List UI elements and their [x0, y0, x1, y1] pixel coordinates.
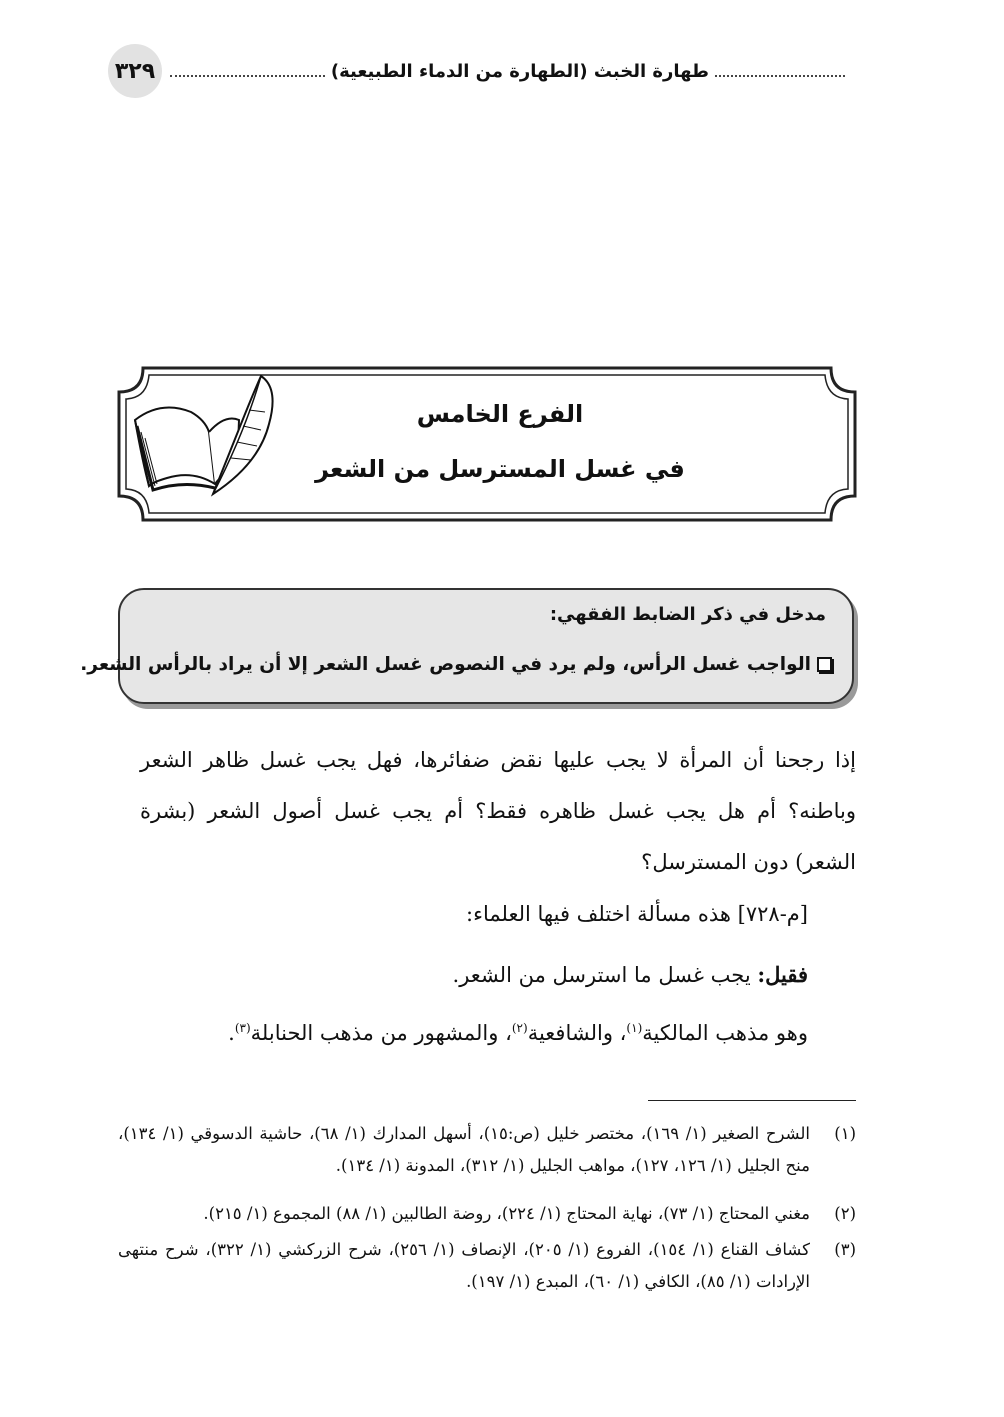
schools-text-end: . [228, 1021, 235, 1045]
issue-line: [م-٧٢٨] هذه مسألة اختلف فيها العلماء: [466, 902, 808, 926]
page-number: ٣٢٩ [108, 44, 162, 98]
footnote-separator [648, 1100, 856, 1101]
footnote-ref-2[interactable]: (٢) [511, 1021, 528, 1035]
footnote-ref-1[interactable]: (١) [626, 1021, 643, 1035]
running-title: طهارة الخبث (الطهارة من الدماء الطبيعية) [330, 60, 709, 82]
rule-heading: مدخل في ذكر الضابط الفقهي: [549, 604, 826, 625]
branch-title: الفرع الخامس [416, 400, 584, 428]
footnote-number: (١) [834, 1124, 856, 1143]
schools-text-2: ، والشافعية [527, 1021, 627, 1045]
running-header [170, 56, 845, 86]
footnote [118, 1234, 856, 1298]
rule-statement-text: الواجب غسل الرأس، ولم يرد في النصوص غسل الشعر إلا أن يراد بالرأس الشعر. [80, 654, 811, 675]
branch-subtitle: في غسل المسترسل من الشعر [315, 455, 685, 483]
schools-line [228, 1021, 808, 1045]
jurisprudential-rule-box [80, 588, 854, 704]
opinion-line [453, 962, 808, 987]
footnote-text: مغني المحتاج (١/ ٧٣)، نهاية المحتاج (١/ ٢٢٤)، روضة الطالبين (١/ ٨٨) المجموع (١/ ٢١٥). [203, 1204, 810, 1223]
branch-title-frame [113, 362, 861, 526]
footnote-number: (٢) [834, 1204, 856, 1223]
rule-statement [80, 654, 832, 675]
footnote [118, 1118, 856, 1182]
opinion-label: فقيل: [757, 962, 808, 987]
footnote-text: كشاف القناع (١/ ١٥٤)، الفروع (١/ ٢٠٥)، الإنصاف (١/ ٢٥٦)، شرح الزركشي (١/ ٣٢٢)، شرح منتهى الإرادات (١/ ٨٥)، الكافي (١/ ٦٠)، المبدع (١/ ١٩٧). [118, 1240, 811, 1291]
header-leader-dots [170, 75, 325, 77]
schools-text-3: ، والمشهور من مذهب الحنابلة [250, 1021, 512, 1045]
intro-paragraph: إذا رجحنا أن المرأة لا يجب عليها نقض ضفائرها، فهل يجب غسل ظاهر الشعر وباطنه؟ أم هل يجب غسل ظاهره فقط؟ أم يجب غسل أصول الشعر (بشرة الشعر) دون المسترسل؟ [140, 748, 856, 874]
schools-text-1: وهو مذهب المالكية [642, 1021, 808, 1045]
footnote-ref-3[interactable]: (٣) [234, 1021, 251, 1035]
opinion-text: يجب غسل ما استرسل من الشعر. [452, 963, 758, 987]
footnote-text: الشرح الصغير (١/ ١٦٩)، مختصر خليل (ص:١٥)، أسهل المدارك (١/ ٦٨)، حاشية الدسوقي (١/ ١٣٤)، منح الجليل (١/ ١٢٦، ١٢٧)، مواهب الجليل (١/ ٣١٢)، المدونة (١/ ١٣٤). [118, 1124, 810, 1175]
footnote-number: (٣) [834, 1240, 856, 1259]
square-bullet-icon [817, 657, 832, 672]
header-leader-dots-right [715, 75, 845, 77]
footnote [118, 1198, 856, 1230]
